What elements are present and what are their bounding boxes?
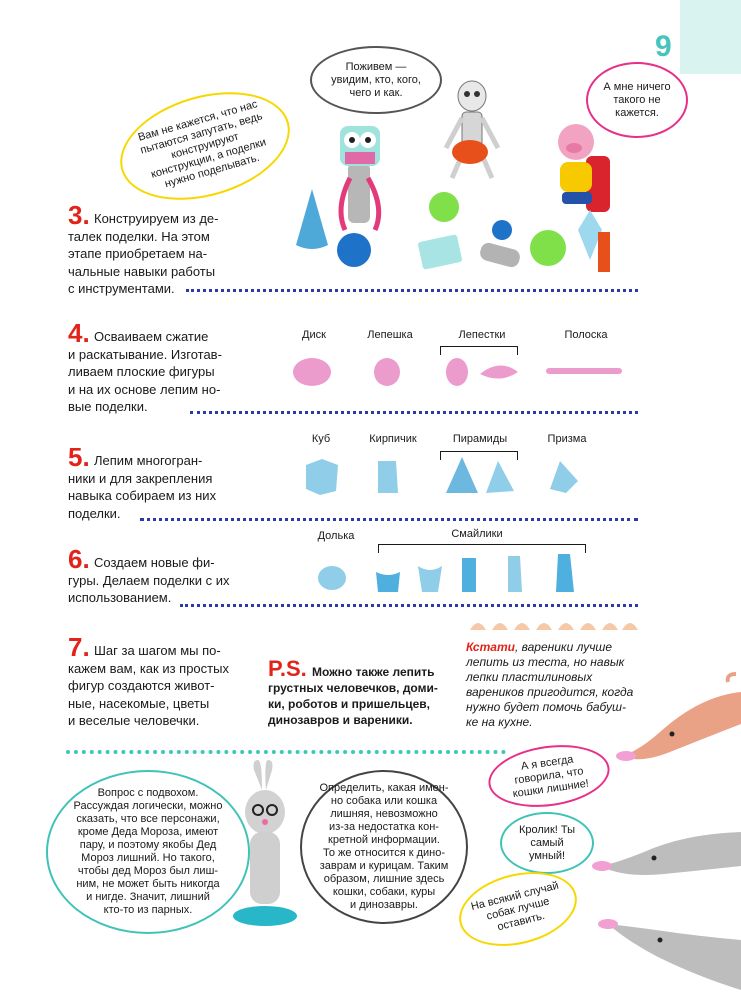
divider-dots [190, 411, 638, 414]
speech-text-rat-3: На всякий случай собак лучше оставить. [469, 879, 560, 933]
page-number: 9 [655, 30, 672, 63]
rat-figure-2 [584, 822, 741, 892]
dumplings-row [468, 614, 638, 636]
step-3-number: 3. [68, 200, 90, 230]
speech-text-owl: Вам не кажется, что нас пытаются запутать, ведь конструируют конструкции, а поделки нужно поделывать. [136, 97, 268, 190]
step-5-number: 5. [68, 442, 90, 472]
speech-bubble-skeleton [310, 46, 442, 114]
label-piramidy: Пирамиды [452, 433, 508, 445]
label-kirpichik: Кирпичик [369, 433, 417, 445]
step-7-text: Шаг за шагом мы по- кажем вам, как из простых фигур создаются живот- ные, насекомые, цветы и веселые человечки. [68, 643, 229, 728]
slices-row [314, 552, 586, 598]
pyramid-shape-2 [486, 461, 514, 493]
speech-text-pig: А мне ничего такого не кажется. [603, 80, 671, 119]
step-7-number: 7. [68, 632, 90, 662]
flat-shapes-row [290, 352, 630, 392]
speech-text-rat-2: Кролик! Ты самый умный! [518, 823, 576, 862]
label-smailiki: Смайлики [451, 528, 503, 540]
rabbit-figure [230, 760, 300, 930]
strip-shape [546, 368, 622, 374]
brick-shape [378, 461, 398, 493]
speech-bubble-rat-2 [500, 812, 594, 874]
label-poloska: Полоска [564, 329, 608, 341]
speech-bubble-answer [300, 770, 468, 924]
page-corner-tab [680, 0, 741, 74]
label-lepeshka: Лепешка [367, 329, 413, 341]
speech-text-answer: Определить, какая имен- но собака или кошка лишняя, невозможно из-за недостатка кон- кретной информации. То же относится к дино- заврам и курицам. Таким образом, лишние здесь кошки, собаки, куры и динозавры. [319, 782, 449, 911]
rat-figure-1 [600, 672, 741, 782]
smiley-shape-3 [462, 558, 476, 592]
divider-dots [140, 518, 638, 521]
step-5-text: Лепим многогран- ники и для закрепления навыка собираем из них поделки. [68, 453, 217, 521]
step-4-text: Осваиваем сжатие и раскатывание. Изготав- ливаем плоские фигуры и на их основе лепим но- вые поделки. [68, 329, 222, 414]
prism-shape [550, 461, 578, 493]
cone-shape [294, 187, 330, 252]
step-6-number: 6. [68, 544, 90, 574]
disk-shape [293, 358, 331, 386]
kstati-text: Кстати, вареники лучше лепить из теста, но навык лепки пластилиновых вареников пригодится, когда нужно будет помочь бабуш- ке на кухне. [466, 640, 634, 729]
speech-bubble-owl [108, 74, 303, 218]
rat-figure-3 [586, 906, 741, 1000]
label-kub: Куб [311, 433, 331, 445]
label-prizma: Призма [547, 433, 587, 445]
label-dolka: Долька [317, 530, 355, 542]
speech-bubble-rat-3 [451, 861, 584, 958]
cube-shape [306, 459, 338, 495]
petal-shape-2 [480, 365, 518, 378]
ps-label: P.S. [268, 656, 307, 681]
step-6-text: Создаем новые фи- гуры. Делаем поделки с их использованием. [68, 555, 230, 605]
speech-text-skeleton: Поживем — увидим, кто, кого, чего и как. [331, 60, 421, 99]
divider-dots [186, 289, 638, 292]
divider-teal-dots [66, 750, 506, 754]
petal-shape-1 [446, 358, 468, 386]
label-disk: Диск [302, 329, 326, 341]
smiley-shape-5 [556, 554, 574, 592]
smiley-shape-4 [508, 556, 522, 592]
ps-text: Можно также лепить грустных человечков, доми- ки, роботов и пришельцев, динозавров и вареники. [268, 665, 438, 727]
polyhedra-row [300, 455, 600, 500]
shape-set [330, 190, 620, 280]
skeleton-figure [432, 78, 512, 188]
speech-text-rat-1: А я всегда говорила, что кошки лишние! [511, 753, 590, 800]
speech-bubble-pig [586, 62, 688, 138]
smiley-shape-2 [418, 566, 442, 592]
step-3-text: Конструируем из де- талек поделки. На этом этапе приобретаем на- чальные навыки работы с инструментами. [68, 211, 219, 296]
slice-shape [318, 566, 346, 590]
pyramid-shape-1 [446, 457, 478, 493]
speech-text-question: Вопрос с подвохом. Рассуждая логически, можно сказать, что все персонажи, кроме Деда Мороза, имеют пару, и поэтому якобы Дед Мороз лишний. Но такого, чтобы дед Мороз был лиш- ним, не может быть никогда и нигде. Значит, лишний кто-то из парных. [73, 787, 223, 916]
step-4-number: 4. [68, 318, 90, 348]
speech-bubble-question [46, 770, 250, 934]
divider-dots [180, 604, 638, 607]
lepeshka-shape [374, 358, 400, 386]
label-lepestki: Лепестки [458, 329, 506, 341]
smiley-shape-1 [376, 572, 400, 592]
